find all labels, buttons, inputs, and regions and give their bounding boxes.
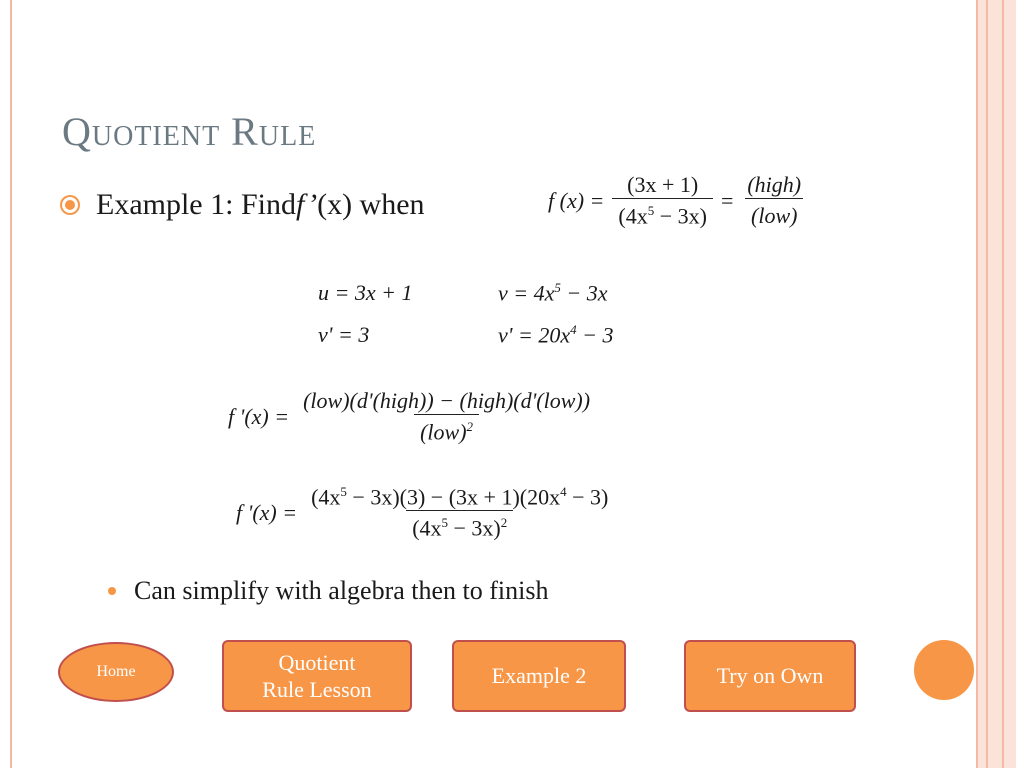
simplify-bullet <box>108 576 549 606</box>
slide-title: Quotient Rule <box>62 109 317 154</box>
simplify-text: Can simplify with algebra then to finish <box>134 576 549 605</box>
example-suffix: (x) when <box>317 188 425 221</box>
low-label: (low) <box>745 198 803 229</box>
eq1-high-low-fraction <box>741 172 807 229</box>
eq4-denominator: $(4x^5 - 3x)^2$ <box>406 510 513 541</box>
bullet-dot-icon <box>108 587 116 595</box>
eq1-equals: = <box>720 187 734 213</box>
try-label: Try on Own <box>716 663 824 688</box>
eq3-fraction <box>297 388 596 445</box>
eq1-fraction <box>612 172 713 229</box>
function-equation <box>548 172 807 229</box>
u-definition: u = 3x + 1 <box>318 280 413 305</box>
v-derivative: $v' = 20x^4 - 3$ <box>498 321 614 348</box>
home-label: Home <box>96 663 136 680</box>
substituted-formula <box>236 484 614 542</box>
example-bullet <box>62 188 425 222</box>
example-2-button[interactable] <box>452 640 626 712</box>
home-button[interactable] <box>58 642 174 702</box>
high-label: (high) <box>747 172 802 198</box>
try-on-own-button[interactable] <box>684 640 856 712</box>
eq1-numerator: (3x + 1) <box>627 172 699 197</box>
eq3-denominator: (low)$^2$ <box>414 414 479 445</box>
u-derivative: v' = 3 <box>318 322 370 347</box>
left-frame-line <box>10 0 12 768</box>
uv-definitions <box>318 272 613 356</box>
f-prime-text: f’ <box>295 188 318 221</box>
v-definition: $v = 4x^5 - 3x$ <box>498 279 608 306</box>
quotient-rule-formula <box>228 388 596 445</box>
eq3-lhs: f '(x) = <box>228 403 290 429</box>
eq1-denominator: $(4x^5 - 3x)$ <box>612 198 713 229</box>
eq1-lhs: f (x) = <box>548 187 605 213</box>
eq4-fraction <box>305 484 614 542</box>
frame-stripe <box>986 0 988 768</box>
frame-stripe <box>1002 0 1004 768</box>
example2-label: Example 2 <box>491 663 587 688</box>
lesson-label: Quotient Rule Lesson <box>262 649 372 702</box>
quotient-rule-lesson-button[interactable] <box>222 640 412 712</box>
bullet-icon <box>62 197 78 213</box>
eq3-numerator: (low)(d'(high)) − (high)(d'(low)) <box>303 388 591 413</box>
eq4-numerator: $(4x^5 - 3x)(3) - (3x + 1)(20x^4 - 3)$ <box>311 484 609 510</box>
example-prefix: Example 1: Find <box>96 188 296 221</box>
eq4-lhs: f '(x) = <box>236 499 298 525</box>
right-frame-border <box>976 0 1016 768</box>
decorative-circle <box>914 640 974 700</box>
